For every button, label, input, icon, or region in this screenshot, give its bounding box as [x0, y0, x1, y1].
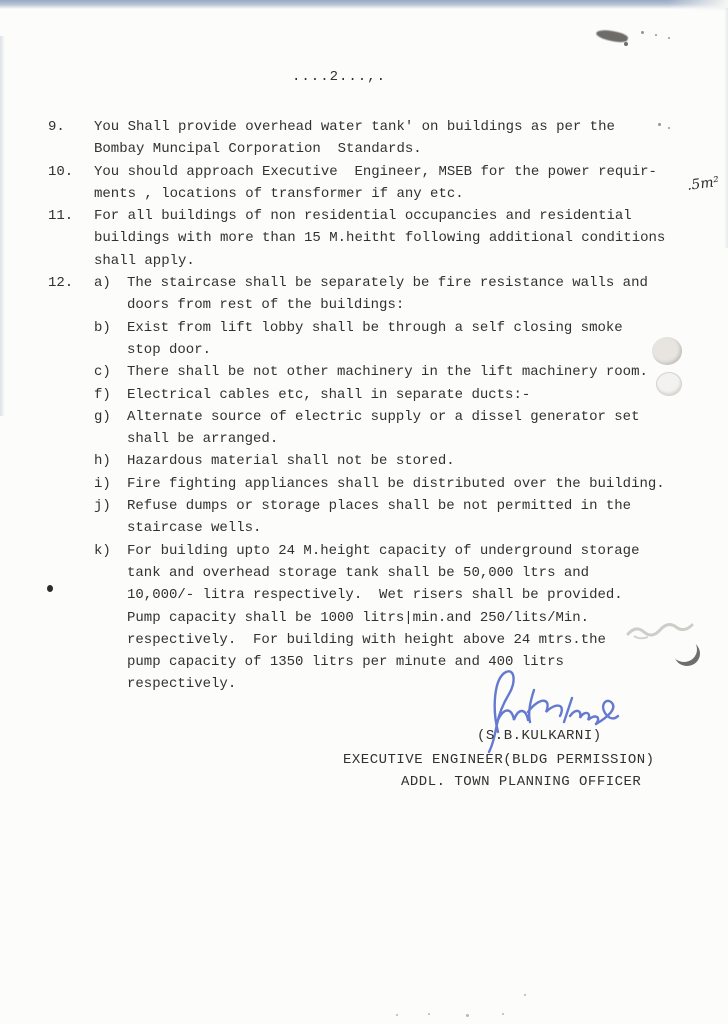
speck-mark	[668, 127, 670, 129]
condition-text-line: For building upto 24 M.height capacity of underground storage	[127, 542, 640, 559]
condition-text-line: Exist from lift lobby shall be through a self closing smoke	[127, 319, 623, 336]
condition-text-line: Pump capacity shall be 1000 litrs|min.and 250/lits/Min.	[127, 609, 590, 626]
page-number-marker: ....2...,.	[292, 69, 387, 85]
condition-letter: b)	[94, 319, 111, 336]
condition-item	[48, 116, 708, 161]
condition-text	[127, 473, 708, 495]
condition-item	[48, 384, 708, 406]
condition-item	[48, 406, 708, 451]
scan-top-edge-fade	[668, 0, 728, 10]
condition-text-line: There shall be not other machinery in the lift machinery room.	[127, 364, 648, 381]
condition-text-line: Fire fighting appliances shall be distributed over the building.	[127, 475, 665, 492]
speck-mark	[524, 994, 526, 996]
condition-text-line: staircase wells.	[127, 520, 262, 537]
condition-letter: a)	[94, 275, 111, 292]
condition-text-line: doors from rest of the buildings:	[127, 297, 405, 314]
speck-mark	[641, 31, 644, 34]
condition-text-line: tank and overhead storage tank shall be 50,000 ltrs and	[127, 564, 590, 581]
scan-left-edge	[0, 36, 5, 416]
condition-text-line: respectively. For building with height above 24 mtrs.the	[127, 631, 606, 648]
condition-number: 9.	[48, 119, 65, 135]
condition-text-line: shall apply.	[94, 252, 195, 269]
speck-mark	[428, 1013, 430, 1015]
condition-text-line: You Shall provide overhead water tank' on buildings as per the	[94, 119, 615, 135]
condition-text	[94, 205, 708, 272]
condition-item	[48, 205, 708, 272]
condition-item	[48, 495, 708, 540]
scan-top-edge	[0, 0, 728, 9]
condition-text-line: You should approach Executive Engineer, MSEB for the power requir-	[94, 163, 657, 180]
signatory-title-1: EXECUTIVE ENGINEER(BLDG PERMISSION)	[343, 752, 655, 768]
speck-mark	[655, 34, 657, 36]
margin-bullet-mark	[47, 585, 53, 592]
condition-number: 11.	[48, 208, 74, 225]
condition-number: 12.	[48, 275, 74, 292]
conditions-list	[48, 116, 708, 696]
condition-text-line: respectively.	[127, 676, 237, 693]
condition-text-line: Refuse dumps or storage places shall be not permitted in the	[127, 498, 632, 515]
scan-right-edge	[724, 8, 728, 248]
condition-text	[127, 495, 708, 540]
condition-item	[48, 361, 708, 383]
speck-mark	[466, 1014, 469, 1017]
condition-text-line: Hazardous material shall not be stored.	[127, 453, 455, 470]
condition-text-line: Alternate source of electric supply or a dissel generator set	[127, 408, 640, 425]
signatory-title-2: ADDL. TOWN PLANNING OFFICER	[401, 774, 642, 790]
condition-item	[48, 473, 708, 495]
condition-text	[127, 384, 708, 406]
condition-text-line: pump capacity of 1350 litrs per minute and 400 litrs	[127, 654, 564, 671]
condition-text-line: For all buildings of non residential occupancies and residential	[94, 208, 632, 225]
condition-text	[127, 361, 708, 383]
condition-letter: h)	[94, 453, 111, 470]
condition-text-line: 10,000/- litra respectively. Wet risers shall be provided.	[127, 587, 623, 604]
condition-text	[127, 317, 708, 362]
condition-text-line: Electrical cables etc, shall in separate ducts:-	[127, 386, 531, 403]
condition-item	[48, 272, 708, 317]
condition-letter: k)	[94, 542, 111, 559]
condition-item	[48, 317, 708, 362]
speck-mark	[396, 1014, 398, 1016]
crescent-stain-highlight	[671, 637, 697, 662]
ink-dot	[624, 42, 628, 46]
condition-item	[48, 161, 708, 206]
handwritten-margin-note: .5m²	[686, 174, 721, 194]
condition-text	[127, 272, 708, 317]
condition-text-line: stop door.	[127, 341, 212, 358]
condition-item	[48, 450, 708, 472]
speck-mark	[502, 1013, 504, 1015]
condition-text-line: ments , locations of transformer if any etc.	[94, 185, 464, 202]
signatory-name: (S.B.KULKARNI)	[477, 728, 602, 744]
condition-text	[94, 161, 708, 206]
condition-text-line: buildings with more than 15 M.heitht following additional conditions	[94, 230, 666, 247]
speck-mark	[658, 123, 661, 126]
condition-text	[127, 406, 708, 451]
condition-letter: f)	[94, 386, 111, 403]
paper-stain-circle	[652, 337, 682, 365]
condition-text-line: shall be arranged.	[127, 431, 279, 448]
condition-letter: g)	[94, 408, 111, 425]
condition-text-line: Bombay Muncipal Corporation Standards.	[94, 141, 422, 158]
condition-number: 10.	[48, 163, 74, 180]
condition-letter: i)	[94, 475, 111, 492]
condition-text-line: The staircase shall be separately be fire resistance walls and	[127, 275, 648, 292]
condition-letter: c)	[94, 364, 111, 381]
condition-text	[127, 450, 708, 472]
condition-letter: j)	[94, 498, 111, 515]
condition-text	[94, 116, 708, 161]
paper-stain-circle	[656, 372, 682, 396]
speck-mark	[668, 37, 670, 39]
